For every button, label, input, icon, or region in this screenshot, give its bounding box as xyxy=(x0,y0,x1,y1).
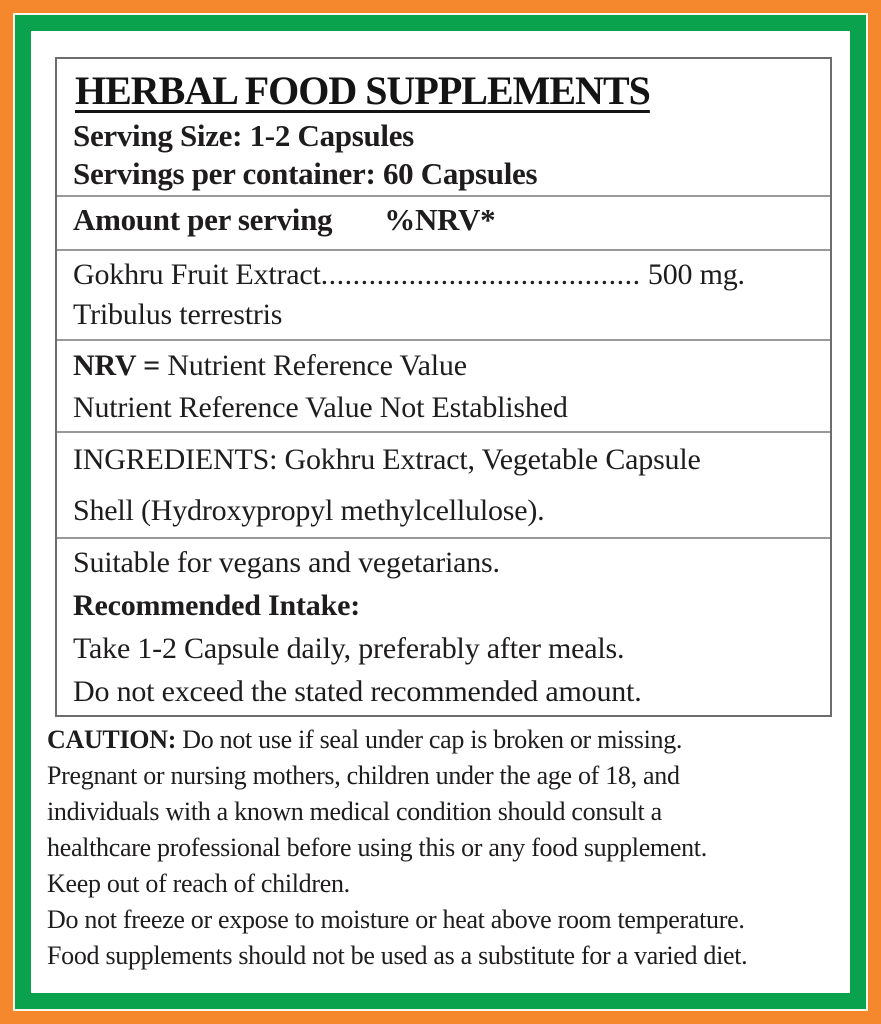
intake-line: Take 1-2 Capsule daily, preferably after meals. xyxy=(73,632,625,665)
nutrient-name: Gokhru Fruit Extract xyxy=(73,258,321,291)
amount-header-row xyxy=(57,195,830,249)
caution-line: Pregnant or nursing mothers, children under the age of 18, and xyxy=(47,761,680,790)
vegan-note-line: Suitable for vegans and vegetarians. xyxy=(73,546,500,579)
caution-line: healthcare professional before using this or any food supplement. xyxy=(47,833,707,862)
caution-section xyxy=(47,722,852,974)
caution-line: Food supplements should not be used as a substitute for a varied diet. xyxy=(47,941,748,970)
caution-heading: CAUTION: xyxy=(47,725,177,754)
nrv-column-header: %NRV* xyxy=(384,202,496,237)
servings-per-container-line: Servings per container: 60 Capsules xyxy=(73,156,538,191)
nrv-definition-rest: Nutrient Reference Value xyxy=(167,349,467,382)
amount-per-serving-header: Amount per serving xyxy=(73,202,333,237)
header-section xyxy=(57,59,830,195)
caution-line xyxy=(47,722,852,758)
nutrient-section xyxy=(57,249,830,339)
caution-line: individuals with a known medical condition should consult a xyxy=(47,797,662,826)
recommended-intake-heading: Recommended Intake: xyxy=(73,589,361,622)
dotted-leader: ........................................ xyxy=(320,258,641,291)
serving-size-line: Serving Size: 1-2 Capsules xyxy=(73,118,414,153)
caution-line: Do not freeze or expose to moisture or heat above room temperature. xyxy=(47,905,745,934)
nrv-definition-bold: NRV = xyxy=(73,349,160,382)
usage-section xyxy=(57,537,830,715)
intake-line: Do not exceed the stated recommended amount. xyxy=(73,675,642,708)
page-title: HERBAL FOOD SUPPLEMENTS xyxy=(75,68,650,113)
nrv-not-established-line: Nutrient Reference Value Not Established xyxy=(73,391,568,424)
caution-line: Keep out of reach of children. xyxy=(47,869,350,898)
nutrient-amount: 500 mg. xyxy=(640,258,745,291)
caution-line-rest: Do not use if seal under cap is broken or missing. xyxy=(182,725,683,754)
ingredients-line: INGREDIENTS: Gokhru Extract, Vegetable Capsule xyxy=(73,443,701,476)
ingredients-line: Shell (Hydroxypropyl methylcellulose). xyxy=(73,494,545,527)
ingredients-section xyxy=(57,431,830,537)
nrv-definition-line xyxy=(73,345,820,387)
botanical-name: Tribulus terrestris xyxy=(73,298,283,331)
supplement-facts-panel xyxy=(55,57,832,717)
nrv-note-section xyxy=(57,339,830,431)
nutrient-row xyxy=(73,255,820,295)
